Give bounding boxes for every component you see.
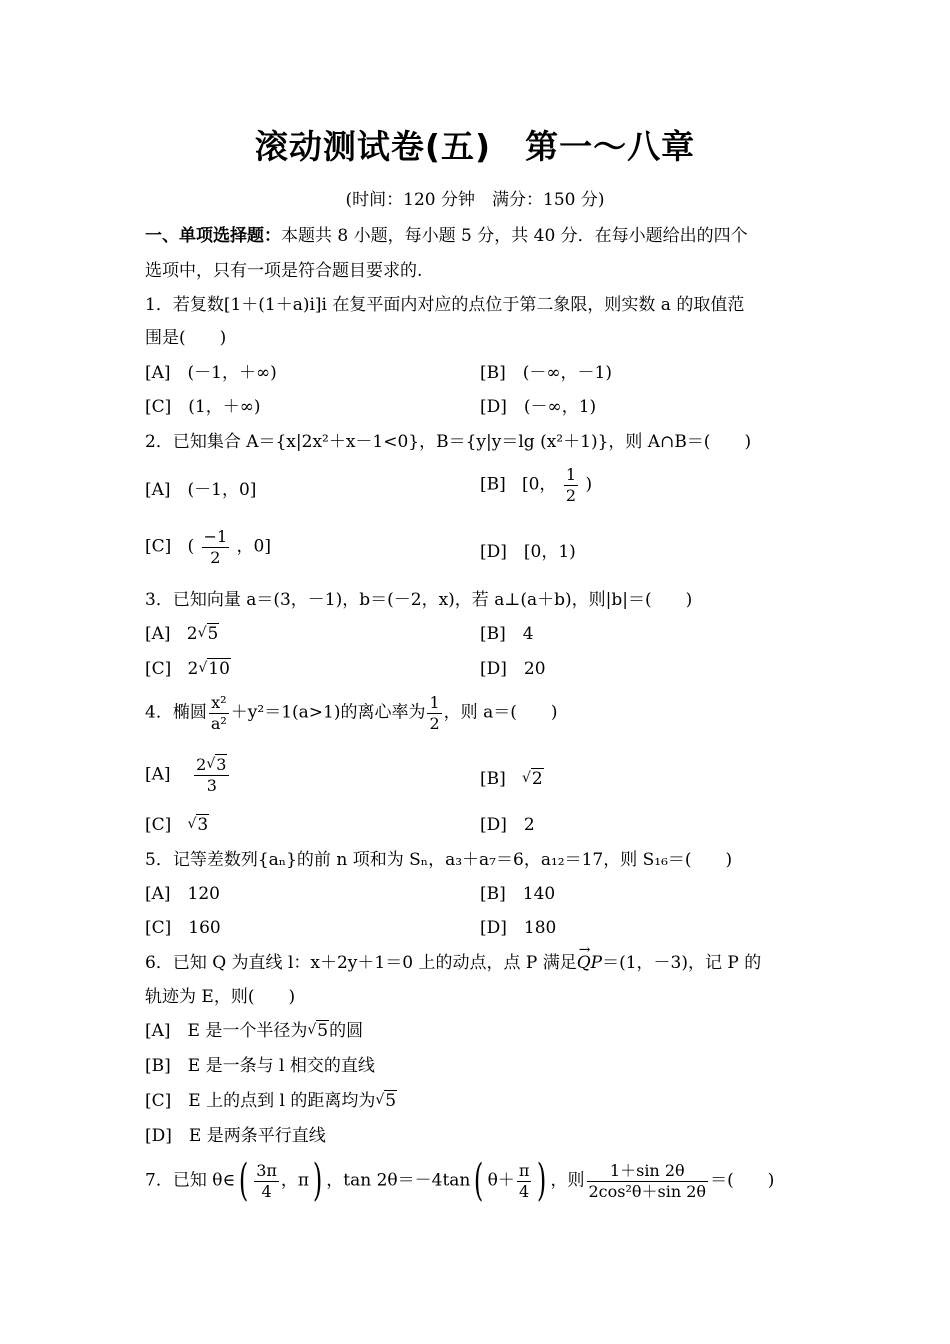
sqrt: √5 xyxy=(375,1091,397,1111)
right-paren: ) xyxy=(537,1155,547,1206)
fraction-denominator: 2cos²θ＋sin 2θ xyxy=(588,1181,707,1201)
fraction-denominator: a² xyxy=(210,713,227,733)
stem-suffix: ，则 a＝( ) xyxy=(443,702,558,723)
radicand: 3 xyxy=(197,815,209,835)
sqrt: √10 xyxy=(198,659,230,679)
question-6-stem xyxy=(145,955,761,972)
stem-prefix: 7．已知 θ∈ xyxy=(145,1170,236,1191)
q1-option-a[interactable]: [A] (－1，＋∞) xyxy=(145,363,277,383)
radicand: 10 xyxy=(208,659,230,679)
option-tail: 的圆 xyxy=(329,1021,364,1041)
option-text: [A] E 是一个半径为 xyxy=(145,1021,308,1041)
sqrt: √5 xyxy=(307,1021,329,1041)
fraction-numerator xyxy=(194,756,229,776)
question-3-stem: 3．已知向量 a＝(3，－1)，b＝(－2，x)，若 a⊥(a＋b)，则|b|＝( ) xyxy=(145,590,693,610)
sqrt: √3 xyxy=(187,815,209,835)
fraction-denominator: 2 xyxy=(565,485,577,505)
interval-right: ) xyxy=(585,474,593,495)
fraction-numerator: 1＋sin 2θ xyxy=(587,1162,709,1182)
q6-option-b[interactable]: [B] E 是一条与 l 相交的直线 xyxy=(145,1056,375,1076)
fraction-denominator: 4 xyxy=(261,1181,272,1201)
option-text: [C] E 上的点到 l 的距离均为 xyxy=(145,1091,376,1111)
radicand: 5 xyxy=(385,1091,397,1111)
right-paren: ) xyxy=(312,1155,323,1206)
section-heading xyxy=(145,228,748,245)
interval-left: ( xyxy=(187,536,195,557)
radicand: 5 xyxy=(317,1021,329,1041)
q3-option-c[interactable] xyxy=(145,661,231,678)
q4-option-a[interactable] xyxy=(145,756,231,794)
left-paren: ( xyxy=(238,1155,249,1206)
sqrt: √3 xyxy=(206,755,227,774)
exam-info: (时间：120 分钟 满分：150 分) xyxy=(345,190,605,210)
fraction-denominator: 3 xyxy=(206,775,217,795)
q1-option-d[interactable]: [D] (－∞，1) xyxy=(480,397,597,417)
radicand: 3 xyxy=(216,755,227,774)
stem-part-1: 6．已知 Q 为直线 l：x＋2y＋1＝0 上的动点，点 P 满足 xyxy=(145,953,577,973)
fraction xyxy=(564,466,578,504)
q2-option-b[interactable] xyxy=(480,466,592,504)
section-desc: 本题共 8 小题，每小题 5 分，共 40 分．在每小题给出的四个 xyxy=(281,226,748,246)
q6-option-a[interactable] xyxy=(145,1023,363,1040)
coefficient: 2 xyxy=(196,755,207,774)
question-5-stem: 5．记等差数列{aₙ}的前 n 项和为 Sₙ，a₃＋a₇＝6，a₁₂＝17，则 S₁₆＝( ) xyxy=(145,850,733,870)
question-2-stem: 2．已知集合 A＝{x|2x²＋x－1<0}，B＝{y|y＝lg (x²＋1)}，则 A∩B＝( ) xyxy=(145,432,752,452)
interval-left: [0， xyxy=(521,474,557,495)
q6-option-d[interactable]: [D] E 是两条平行直线 xyxy=(145,1126,326,1146)
q5-option-c[interactable]: [C] 160 xyxy=(145,918,221,938)
page-title: 滚动测试卷(五) 第一～八章 xyxy=(254,127,696,166)
fraction-numerator: −1 xyxy=(203,527,228,546)
q2-option-d[interactable]: [D] [0，1) xyxy=(480,542,576,562)
q4-option-b[interactable] xyxy=(480,771,544,788)
coefficient: 2 xyxy=(186,624,198,644)
fraction xyxy=(254,1162,279,1200)
fraction-denominator: 4 xyxy=(518,1181,530,1201)
fraction-numerator: 3π xyxy=(256,1160,277,1180)
stem-prefix: 4．椭圆 xyxy=(145,702,207,723)
stem-part-2: ＝(1，－3)，记 P 的 xyxy=(602,953,762,973)
fraction-denominator: 2 xyxy=(429,713,440,733)
q3-option-b[interactable]: [B] 4 xyxy=(480,624,534,644)
q6-option-c[interactable] xyxy=(145,1093,397,1110)
fraction xyxy=(427,694,441,732)
fraction xyxy=(517,1162,532,1200)
stem-middle: ＋y²＝1(a>1)的离心率为 xyxy=(230,702,426,723)
fraction-numerator: 1 xyxy=(565,465,577,484)
q4-option-c[interactable] xyxy=(145,817,209,834)
left-paren: ( xyxy=(474,1155,484,1206)
interval-right: ，0] xyxy=(236,536,271,557)
q3-option-a[interactable] xyxy=(145,626,219,643)
fraction xyxy=(202,528,230,566)
coefficient: 2 xyxy=(187,659,199,679)
question-6-stem-2: 轨迹为 E，则( ) xyxy=(145,987,296,1007)
q5-option-a[interactable]: [A] 120 xyxy=(145,884,220,904)
option-label: [A] xyxy=(145,764,171,785)
radicand: 2 xyxy=(531,769,543,789)
sqrt: √2 xyxy=(521,769,543,789)
q2-option-a[interactable]: [A] (－1，0] xyxy=(145,480,257,500)
option-label: [B] xyxy=(480,769,506,789)
fraction-numerator: 1 xyxy=(429,693,440,712)
section-label: 一、单项选择题： xyxy=(145,226,281,246)
q5-option-d[interactable]: [D] 180 xyxy=(480,918,557,938)
fraction-numerator: π xyxy=(518,1160,530,1180)
stem-middle: ，tan 2θ＝－4tan xyxy=(326,1170,471,1191)
radicand: 5 xyxy=(207,624,219,644)
stem-suffix: ＝( ) xyxy=(710,1170,775,1191)
option-label: [A] xyxy=(145,624,171,644)
q5-option-b[interactable]: [B] 140 xyxy=(480,884,556,904)
q1-option-c[interactable]: [C] (1，＋∞) xyxy=(145,397,261,417)
option-label: [C] xyxy=(145,815,172,835)
stem-then: ，则 xyxy=(550,1170,585,1191)
q1-option-b[interactable]: [B] (－∞，－1) xyxy=(480,363,612,383)
arg-head: θ＋ xyxy=(487,1170,515,1191)
option-label: [C] xyxy=(145,659,172,679)
option-label: [C] xyxy=(145,536,172,557)
sqrt: √5 xyxy=(197,624,219,644)
question-4-stem xyxy=(145,694,557,732)
fraction-denominator: 2 xyxy=(210,547,221,567)
option-label: [B] xyxy=(480,474,506,495)
interval-tail: ，π xyxy=(280,1170,310,1191)
fraction xyxy=(194,756,229,794)
vector-qp: → QP xyxy=(577,955,602,972)
question-1-stem-2: 围是( ) xyxy=(145,328,227,348)
fraction xyxy=(209,694,229,732)
q3-option-d[interactable]: [D] 20 xyxy=(480,659,546,679)
section-desc-2: 选项中，只有一项是符合题目要求的. xyxy=(145,261,423,281)
fraction-numerator: x² xyxy=(209,694,229,714)
question-1-stem: 1．若复数[1＋(1＋a)i]i 在复平面内对应的点位于第二象限，则实数 a 的取值范 xyxy=(145,295,745,315)
q4-option-d[interactable]: [D] 2 xyxy=(480,815,535,835)
question-7-stem xyxy=(145,1155,775,1206)
q2-option-c[interactable] xyxy=(145,528,271,566)
fraction xyxy=(587,1162,709,1200)
